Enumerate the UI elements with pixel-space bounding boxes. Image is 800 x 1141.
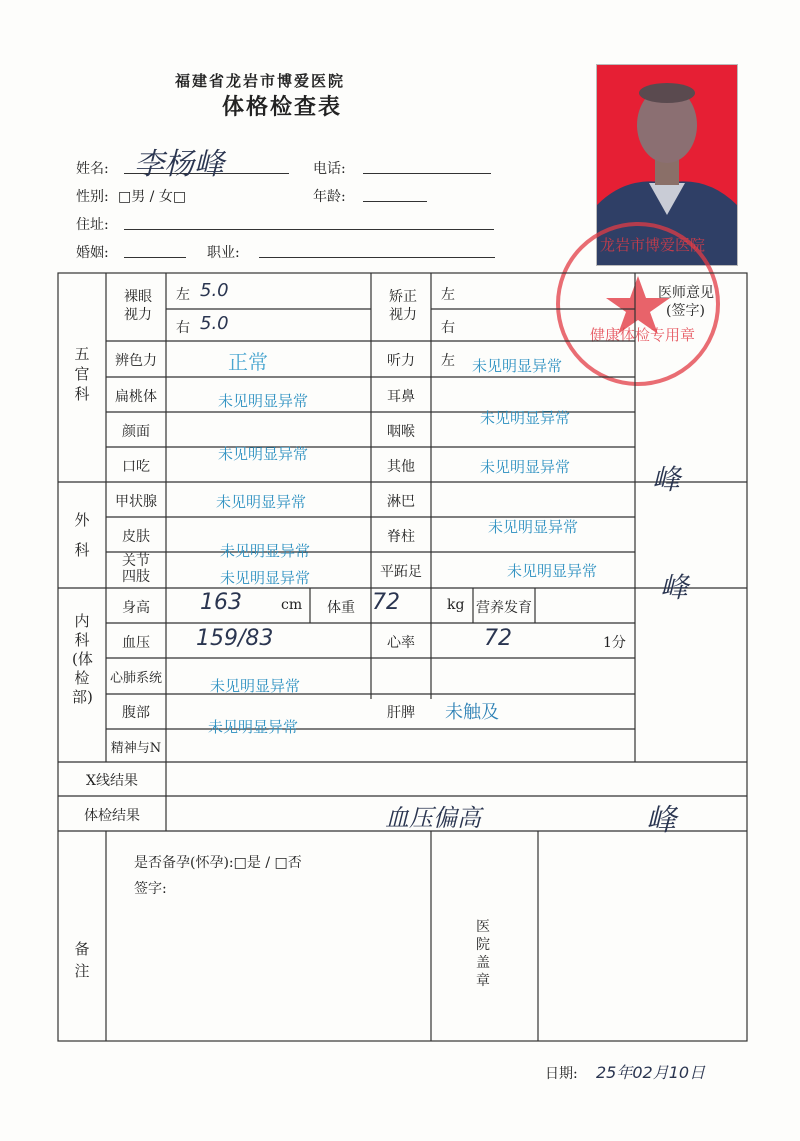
bp-label: 血压 [122, 635, 150, 651]
skin-value[interactable]: 未见明显异常 [220, 542, 311, 560]
gender-options[interactable]: □男 / 女□ [118, 189, 187, 205]
flatfoot-value[interactable]: 未见明显异常 [507, 562, 598, 580]
nutrition-label: 营养发育 [476, 600, 532, 616]
gender-label: 性别: [76, 189, 109, 205]
other-label: 其他 [387, 459, 415, 475]
hearing-value[interactable]: 未见明显异常 [472, 357, 563, 375]
form-title: 体格检查表 [222, 94, 343, 120]
remarks-sign-label: 签字: [134, 881, 167, 897]
naked-right-value[interactable]: 5.0 [200, 313, 229, 334]
corrected-right-label: 右 [441, 320, 455, 336]
spine-value[interactable]: 未见明显异常 [488, 518, 579, 536]
section-remarks: 备注 [74, 940, 90, 980]
face-label: 颜面 [122, 424, 150, 440]
naked-left-value[interactable]: 5.0 [200, 280, 229, 301]
section-waike: 外科 [74, 511, 90, 559]
weight-unit: kg [447, 597, 465, 613]
hr-label: 心率 [387, 635, 415, 651]
doctor-signature-3: 峰 [646, 803, 676, 838]
flatfoot-label: 平跖足 [380, 564, 422, 580]
naked-vision-label: 裸眼视力 [124, 289, 152, 323]
thyroid-label: 甲状腺 [115, 494, 157, 510]
doctor-opinion-sub: (签字) [666, 303, 705, 319]
date-label: 日期: [545, 1066, 578, 1082]
marriage-label: 婚姻: [76, 245, 109, 261]
cardio-value[interactable]: 未见明显异常 [210, 677, 301, 695]
joint-label-1: 关节 [122, 553, 150, 569]
throat-label: 咽喉 [387, 424, 415, 440]
age-label: 年龄: [313, 189, 346, 205]
address-label: 住址: [76, 217, 109, 233]
tonsil-label: 扁桃体 [115, 389, 157, 405]
height-unit: cm [281, 597, 303, 613]
tonsil-value[interactable]: 未见明显异常 [218, 392, 309, 410]
liver-label: 肝脾 [387, 705, 415, 721]
phone-label: 电话: [313, 161, 346, 177]
job-label: 职业: [207, 245, 240, 261]
date-value[interactable]: 25年02月10日 [596, 1063, 706, 1082]
corrected-vision-label: 矫正视力 [389, 289, 417, 323]
name-value: 李杨峰 [134, 147, 224, 182]
color-value[interactable]: 正常 [228, 350, 268, 374]
hr-value[interactable]: 72 [484, 626, 512, 651]
naked-left-label: 左 [176, 287, 190, 303]
cardio-label: 心肺系统 [109, 671, 162, 686]
section-wuguan: 五官科 [74, 345, 90, 403]
mental-label: 精神与N [110, 741, 162, 756]
weight-value[interactable]: 72 [372, 590, 400, 615]
doctor-signature-2: 峰 [660, 571, 689, 604]
name-label: 姓名: [76, 161, 109, 177]
joint-value[interactable]: 未见明显异常 [220, 569, 311, 587]
section-neike: 内科(体检部) [72, 612, 93, 706]
lymph-label: 淋巴 [387, 494, 415, 510]
ear-value[interactable]: 未见明显异常 [480, 409, 571, 427]
joint-label-2: 四肢 [122, 569, 150, 585]
stutter-label: 口吃 [122, 459, 150, 475]
hearing-left: 左 [441, 353, 455, 369]
stamp-bottom-text: 健康体检专用章 [590, 326, 696, 344]
joint-label [108, 553, 164, 585]
height-label: 身高 [122, 600, 150, 616]
hearing-label: 听力 [387, 353, 415, 369]
abdomen-label: 腹部 [122, 705, 150, 721]
bp-value[interactable]: 159/83 [196, 626, 274, 651]
thyroid-value[interactable]: 未见明显异常 [216, 493, 307, 511]
result-label: 体检结果 [84, 808, 140, 824]
hospital-name: 福建省龙岩市博爱医院 [175, 72, 346, 90]
result-value[interactable]: 血压偏高 [385, 804, 481, 832]
weight-label: 体重 [327, 600, 355, 616]
stamp-top-text: 龙岩市博爱医院 [600, 236, 706, 254]
pregnancy-question[interactable]: 是否备孕(怀孕):□是 / □否 [134, 855, 302, 871]
hr-unit: 1分 [603, 635, 626, 651]
liver-value[interactable]: 未触及 [445, 702, 499, 723]
corrected-left-label: 左 [441, 287, 455, 303]
spine-label: 脊柱 [387, 529, 415, 545]
ear-label: 耳鼻 [387, 389, 415, 405]
xray-label: X线结果 [86, 773, 138, 789]
naked-right-label: 右 [176, 320, 190, 336]
other-value[interactable]: 未见明显异常 [480, 458, 571, 476]
abdomen-value[interactable]: 未见明显异常 [208, 718, 299, 736]
doctor-opinion-label: 医师意见 [658, 285, 714, 301]
color-label: 辨色力 [115, 353, 157, 369]
height-value[interactable]: 163 [200, 590, 242, 615]
skin-label: 皮肤 [122, 529, 150, 545]
stutter-value[interactable]: 未见明显异常 [218, 445, 309, 463]
section-seal: 医院盖章 [476, 919, 490, 989]
doctor-signature-1: 峰 [652, 463, 681, 496]
